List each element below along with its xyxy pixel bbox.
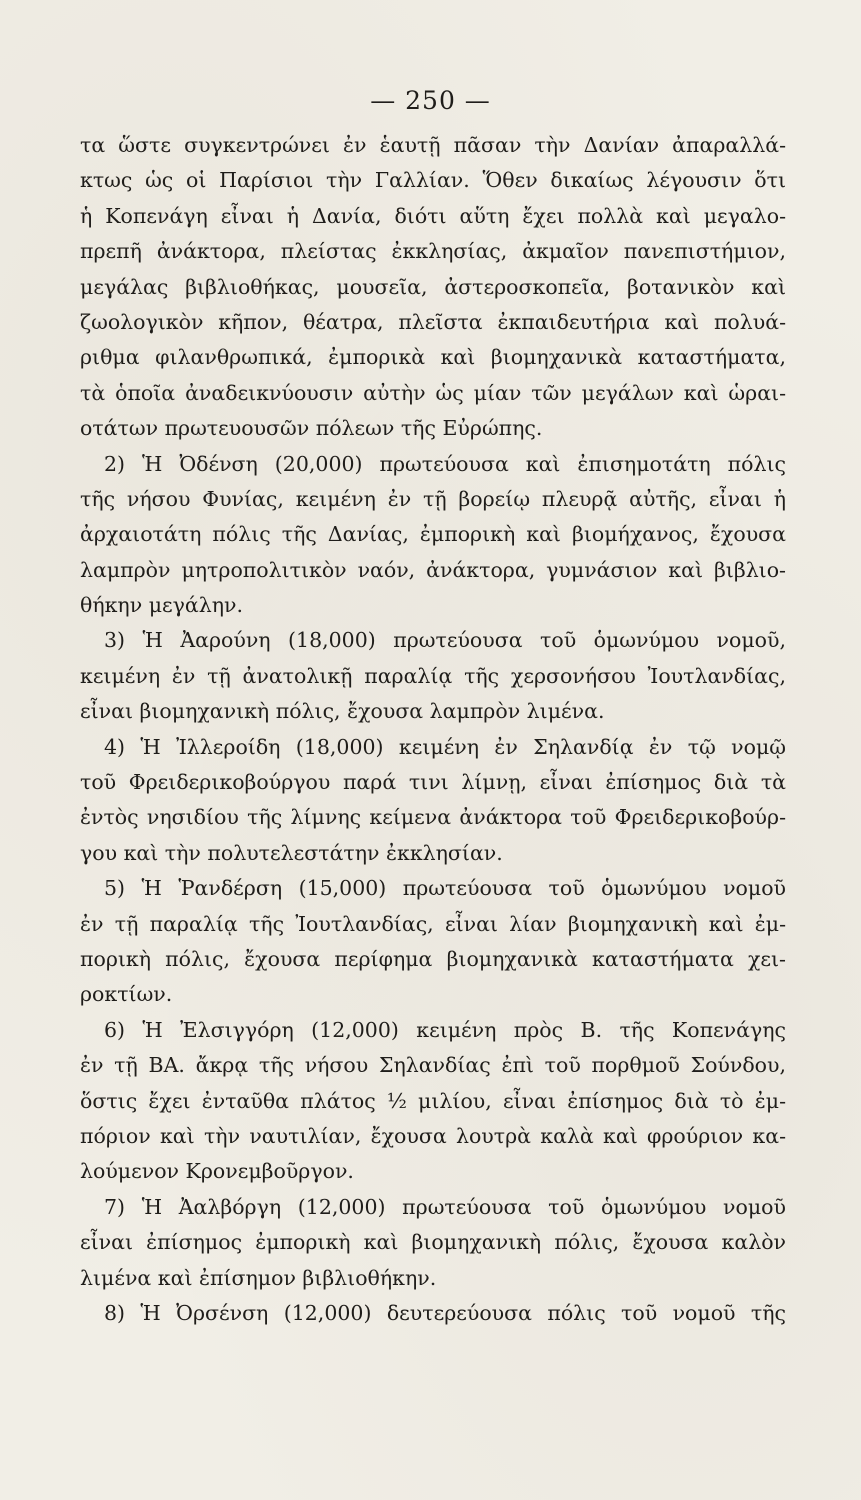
- text-line: ἐντὸς νησιδίου τῆς λίμνης κείμενα ἀνάκτορα τοῦ Φρειδερικοβούρ-: [80, 805, 786, 830]
- text-line: πορικὴ πόλις, ἔχουσα περίφημα βιομηχανικὰ καταστήματα χει-: [80, 946, 786, 971]
- text-line: κτως ὡς οἱ Παρίσιοι τὴν Γαλλίαν. Ὅθεν δικαίως λέγουσιν ὅτι: [80, 168, 786, 193]
- text-line: τὰ ὁποῖα ἀναδεικνύουσιν αὐτὴν ὡς μίαν τῶν μεγάλων καὶ ὡραι-: [80, 380, 786, 405]
- text-line: κειμένη ἐν τῇ ἀνατολικῇ παραλίᾳ τῆς χερσονήσου Ἰουτλανδίας,: [80, 663, 786, 688]
- text-line: πόριον καὶ τὴν ναυτιλίαν, ἔχουσα λουτρὰ καλὰ καὶ φρούριον κα-: [80, 1123, 786, 1148]
- text-line: οτάτων πρωτευουσῶν πόλεων τῆς Εὐρώπης.: [80, 416, 543, 441]
- text-line: τῆς νήσου Φυνίας, κειμένη ἐν τῇ βορείῳ πλευρᾷ αὐτῆς, εἶναι ἡ: [80, 486, 786, 511]
- text-line: μεγάλας βιβλιοθήκας, μουσεῖα, ἀστεροσκοπεῖα, βοτανικὸν καὶ: [80, 274, 786, 299]
- text-line: 6) Ἡ Ἐλσιγγόρη (12,000) κειμένη πρὸς Β. τῆς Κοπενάγης: [104, 1017, 786, 1042]
- text-line: εἶναι βιομηχανικὴ πόλις, ἔχουσα λαμπρὸν λιμένα.: [80, 699, 605, 724]
- text-line: ἡ Κοπενάγη εἶναι ἡ Δανία, διότι αὕτη ἔχει πολλὰ καὶ μεγαλο-: [80, 203, 786, 228]
- body-text: [80, 128, 786, 1331]
- text-line: θήκην μεγάλην.: [80, 593, 243, 618]
- text-line: ζωολογικὸν κῆπον, θέατρα, πλεῖστα ἐκπαιδευτήρια καὶ πολυά-: [80, 309, 786, 334]
- text-line: 2) Ἡ Ὀδένση (20,000) πρωτεύουσα καὶ ἐπισημοτάτη πόλις: [104, 451, 786, 476]
- text-line: ὅστις ἔχει ἐνταῦθα πλάτος ½ μιλίου, εἶναι ἐπίσημος διὰ τὸ ἐμ-: [80, 1088, 786, 1113]
- page-number-header: — 250 —: [370, 86, 491, 115]
- text-line: ριθμα φιλανθρωπικά, ἐμπορικὰ καὶ βιομηχανικὰ καταστήματα,: [80, 345, 786, 370]
- text-line: λούμενον Κρονεμβοῦργον.: [80, 1159, 354, 1184]
- text-line: εἶναι ἐπίσημος ἐμπορικὴ καὶ βιομηχανικὴ πόλις, ἔχουσα καλὸν: [80, 1230, 786, 1255]
- text-line: ροκτίων.: [80, 982, 173, 1007]
- text-line: 8) Ἡ Ὀρσένση (12,000) δευτερεύουσα πόλις τοῦ νομοῦ τῆς: [104, 1300, 786, 1325]
- text-line: 5) Ἡ Ῥανδέρση (15,000) πρωτεύουσα τοῦ ὁμωνύμου νομοῦ: [104, 876, 786, 901]
- text-line: γου καὶ τὴν πολυτελεστάτην ἐκκλησίαν.: [80, 840, 503, 865]
- text-line: ἐν τῇ παραλίᾳ τῆς Ἰουτλανδίας, εἶναι λίαν βιομηχανικὴ καὶ ἐμ-: [80, 911, 786, 936]
- text-line: λαμπρὸν μητροπολιτικὸν ναόν, ἀνάκτορα, γυμνάσιον καὶ βιβλιο-: [80, 557, 786, 582]
- text-line: ἐν τῇ ΒΑ. ἄκρᾳ τῆς νήσου Σηλανδίας ἐπὶ τοῦ πορθμοῦ Σούνδου,: [80, 1053, 786, 1078]
- text-line: 7) Ἡ Ἀαλβόργη (12,000) πρωτεύουσα τοῦ ὁμωνύμου νομοῦ: [104, 1194, 786, 1219]
- text-line: 4) Ἡ Ἰλλεροίδη (18,000) κειμένη ἐν Σηλανδίᾳ ἐν τῷ νομῷ: [104, 734, 786, 759]
- text-line: πρεπῆ ἀνάκτορα, πλείστας ἐκκλησίας, ἀκμαῖον πανεπιστήμιον,: [80, 239, 786, 264]
- text-line: τοῦ Φρειδερικοβούργου παρά τινι λίμνῃ, εἶναι ἐπίσημος διὰ τὰ: [80, 770, 786, 795]
- text-line: 3) Ἡ Ἀαρούνη (18,000) πρωτεύουσα τοῦ ὁμωνύμου νομοῦ,: [104, 628, 786, 653]
- text-line: λιμένα καὶ ἐπίσημον βιβλιοθήκην.: [80, 1265, 437, 1290]
- text-line: ἀρχαιοτάτη πόλις τῆς Δανίας, ἐμπορικὴ καὶ βιομήχανος, ἔχουσα: [80, 522, 786, 547]
- text-line: τα ὥστε συγκεντρώνει ἐν ἑαυτῇ πᾶσαν τὴν Δανίαν ἀπαραλλά-: [80, 133, 786, 157]
